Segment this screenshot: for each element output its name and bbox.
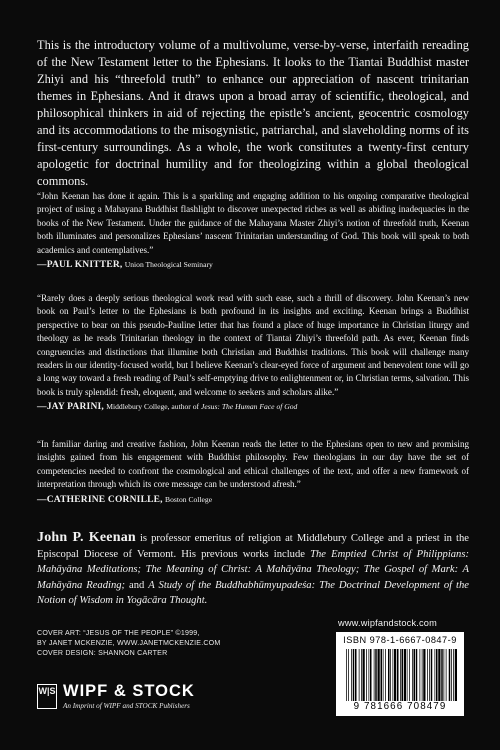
barcode-bars (345, 649, 457, 701)
barcode-bar (451, 649, 452, 701)
barcode-bar (449, 649, 451, 701)
endorser-affiliation: Union Theological Seminary (124, 260, 213, 270)
barcode-bar (429, 649, 430, 701)
barcode-bar (400, 649, 401, 701)
barcode-bar (348, 649, 349, 701)
barcode-bar (363, 649, 365, 701)
barcode-bar (407, 649, 408, 701)
barcode-bar (353, 649, 355, 701)
barcode-bar (436, 649, 438, 701)
barcode-bar (383, 649, 384, 701)
barcode-bar (431, 649, 433, 701)
barcode-bar (412, 649, 413, 701)
endorsement-attribution (37, 258, 469, 272)
barcode-bar (370, 649, 372, 701)
barcode-bar (390, 649, 391, 701)
isbn-label: ISBN 978-1-6667-0847-9 (343, 635, 457, 645)
barcode-bar (453, 649, 454, 701)
barcode-bar (397, 649, 399, 701)
intro-paragraph: This is the introductory volume of a multivolume, verse-by-verse, interfaith rereading of the New Testament letter to the Ephesians. It looks to the Tiantai Buddhist master Zhiyi and his “threefold truth” to enhance our appreciation of nascent trinitarian themes in Ephesians. And it draws upon a broad array of scientific, theological, and philosophical thinkers in aid of rejecting the epistle’s ancient, geocentric cosmology and its accommodations to the misogynistic, patriarchal, and slaveholding norms of its first-century surroundings. As a whole, the work constitutes a twenty-first century apologetic for doctrinal humility and for theologizing within a global theological commons. (37, 38, 469, 188)
barcode-bar (393, 649, 394, 701)
endorser-name: —JAY PARINI, (37, 402, 104, 413)
barcode-bar (455, 649, 457, 701)
barcode-bar (351, 649, 352, 701)
isbn-barcode (336, 632, 464, 716)
endorser-name: —PAUL KNITTER, (37, 260, 123, 271)
barcode-bar (369, 649, 370, 701)
cover-credits (37, 628, 297, 659)
wipf-stock-logo-icon: W|S (37, 684, 57, 709)
barcode-bar (359, 649, 360, 701)
endorsement-attribution (37, 400, 469, 414)
barcode-number: 9 781666 708479 (353, 701, 447, 712)
publisher-subtitle: An Imprint of WIPF and STOCK Publishers (63, 702, 190, 710)
previous-works: The Emptied Christ of Philippians: Mahāyāna Meditations; The Meaning of Christ: A Mahāyāna Theology; The Gospel of Mark: A Mahāyāna Reading; (37, 548, 470, 591)
endorser-affiliation: Middlebury College, author of Jesus: The Human Face of God (106, 402, 298, 412)
endorser-name: —CATHERINE CORNILLE, (37, 494, 163, 505)
barcode-bar (438, 649, 440, 701)
barcode-bar (394, 649, 396, 701)
credit-line: BY JANET MCKENZIE, WWW.JANETMCKENZIE.COM (37, 639, 221, 648)
endorsement-text: “Rarely does a deeply serious theological work read with such ease, such a thrill of discovery. John Keenan’s new book on Paul’s letter to the Ephesians is both profound in its insights and exciting. Keenan brings a Buddhist perspective to bear on this pseudo-Pauline letter that has found a place of huge importance in Christian liturgy and theology as he reads Trinitarian theology in the context of Tiantai Zhiyi’s threefold path. As ever, Keenan finds congruencies and distinctions that illumine both Christian and Buddhist traditions. This book will challenge many readers in our identity-focused world, but I believe Keenan’s clear-eyed force of argument and benevolent tone will go a long way toward a fresh reading of Paul’s self-emptying drive to enlightenment or, in Christian terms, salvation. This book is truly splendid: fresh, eloquent, and welcome to seekers and scholars alike.” (37, 293, 469, 397)
barcode-bar (435, 649, 436, 701)
endorsement-2 (37, 292, 469, 415)
barcode-bar (414, 649, 416, 701)
endorsement-3 (37, 438, 469, 507)
barcode-bar (409, 649, 410, 701)
barcode-bar (422, 649, 423, 701)
barcode-bar (375, 649, 377, 701)
credit-line: COVER ART: “JESUS OF THE PEOPLE” ©1999, (37, 629, 200, 637)
barcode-bar (378, 649, 380, 701)
endorser-book-title: Jesus: The Human Face of God (200, 402, 298, 412)
barcode-bar (402, 649, 404, 701)
barcode-bar (346, 649, 347, 701)
barcode-bar (404, 649, 406, 701)
barcode-bar (427, 649, 428, 701)
barcode-bar (366, 649, 367, 701)
endorsement-attribution (37, 493, 469, 507)
endorsement-1 (37, 190, 469, 272)
author-bio: John P. Keenan is professor emeritus of religion at Middlebury College and a priest in the Episcopal Diocese of Vermont. His previous works include The Emptied Christ of Philippians: Mahāyāna Meditations; The Meaning of Christ: A Mahāyāna Theology; The Gospel of Mark: A Mahāyāna Reading; and A Study of the Buddhabhūmyupadeśa: The Doctrinal Development of the Notion of Wisdom in Yogācāra Thought. (37, 530, 470, 607)
endorser-affiliation: Boston College (165, 494, 213, 504)
endorsement-text: “John Keenan has done it again. This is a sparkling and engaging addition to his ongoing comparative theological project of using a Mahayana Buddhist flashlight to discover unexpected riches as well as abiding inadequacies in the books of the New Testament. Under the guidance of the Mahayana Master Zhiyi’s notion of threefold truth, Keenan both illuminates and personalizes Ephesians’ nascent Trinitarian understanding of God. This book will speak to both academics and contemplatives.” (37, 191, 469, 255)
barcode-bar (374, 649, 375, 701)
barcode-bar (420, 649, 421, 701)
barcode-bar (444, 649, 445, 701)
publisher-name: WIPF & STOCK (63, 682, 195, 700)
barcode-bar (381, 649, 383, 701)
barcode-bar (355, 649, 357, 701)
endorsement-text: “In familiar daring and creative fashion, John Keenan reads the letter to the Ephesians open to new and promising insights gained from his engagement with Buddhist philosophy. Few theologians in our day have the set of competencies needed to confront the cosmological and ethical challenges of the text, and offer a new framework of interpretation through which its core message can be understood afresh.” (37, 439, 469, 490)
credit-line: COVER DESIGN: SHANNON CARTER (37, 649, 168, 658)
barcode-bar (388, 649, 390, 701)
publisher-website: www.wipfandstock.com (338, 618, 437, 628)
barcode-bar (385, 649, 386, 701)
barcode-bar (416, 649, 418, 701)
author-name: John P. Keenan (37, 530, 136, 545)
barcode-bar (446, 649, 447, 701)
barcode-bar (423, 649, 425, 701)
barcode-bar (361, 649, 362, 701)
barcode-bar (441, 649, 443, 701)
publisher-logo (37, 682, 277, 716)
previous-works: A Study of the Buddhabhūmyupadeśa: The Doctrinal Development of the Notion of Wisdom in Yogācāra Thought. (37, 579, 470, 607)
